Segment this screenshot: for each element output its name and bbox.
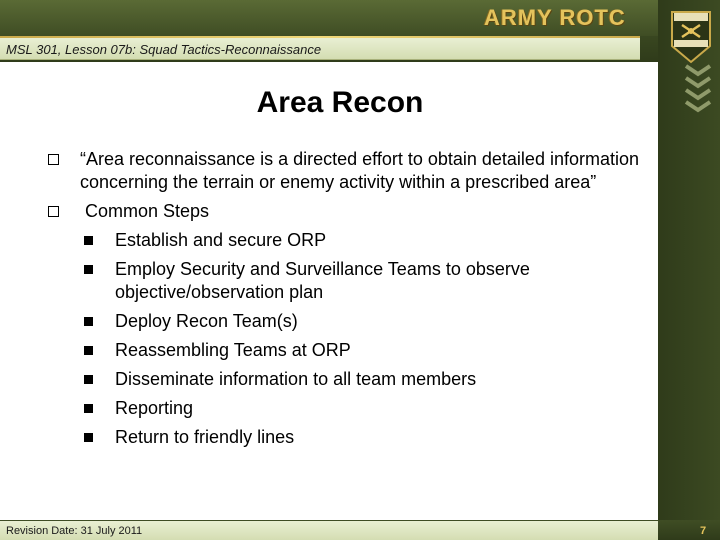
bullet-text: Disseminate information to all team members — [115, 369, 477, 389]
solid-square-bullet-icon — [84, 317, 93, 326]
bullet-text: Common Steps — [80, 201, 210, 221]
solid-square-bullet-icon — [84, 265, 93, 274]
solid-square-bullet-icon — [84, 433, 93, 442]
leadership-excellence-badge-icon — [668, 8, 714, 66]
sub-bullet-item — [42, 368, 642, 391]
solid-square-bullet-icon — [84, 404, 93, 413]
bullet-text: Establish and secure ORP — [115, 230, 327, 250]
sub-bullet-item — [42, 310, 642, 333]
bullet-text: Employ Security and Surveillance Teams to observe objective/observation plan — [115, 259, 530, 302]
solid-square-bullet-icon — [84, 236, 93, 245]
hollow-square-bullet-icon — [48, 206, 59, 217]
bullet-text: “Area reconnaissance is a directed effort to obtain detailed information concerning the terrain or enemy activity within a prescribed area” — [80, 149, 639, 192]
bullet-item — [42, 148, 642, 194]
bullet-item — [42, 200, 642, 223]
bullet-text: Deploy Recon Team(s) — [115, 311, 298, 331]
solid-square-bullet-icon — [84, 375, 93, 384]
slide-title: Area Recon — [256, 86, 424, 119]
chevrons-icon — [684, 62, 712, 122]
bullet-text: Return to friendly lines — [115, 427, 295, 447]
hollow-square-bullet-icon — [48, 154, 59, 165]
bullet-text: Reporting — [115, 398, 194, 418]
solid-square-bullet-icon — [84, 346, 93, 355]
sub-bullet-item — [42, 339, 642, 362]
bullet-list — [42, 148, 642, 455]
page-number: 7 — [700, 525, 707, 537]
army-rotc-logo-text: ARMY ROTC — [484, 5, 626, 30]
sub-bullet-item — [42, 397, 642, 420]
sub-bullet-item — [42, 426, 642, 449]
revision-date: Revision Date: 31 July 2011 — [6, 525, 143, 537]
sub-bullet-item — [42, 229, 642, 252]
bullet-text: Reassembling Teams at ORP — [115, 340, 351, 360]
lesson-title: MSL 301, Lesson 07b: Squad Tactics-Reconnaissance — [6, 42, 322, 57]
sub-bullet-item — [42, 258, 642, 304]
